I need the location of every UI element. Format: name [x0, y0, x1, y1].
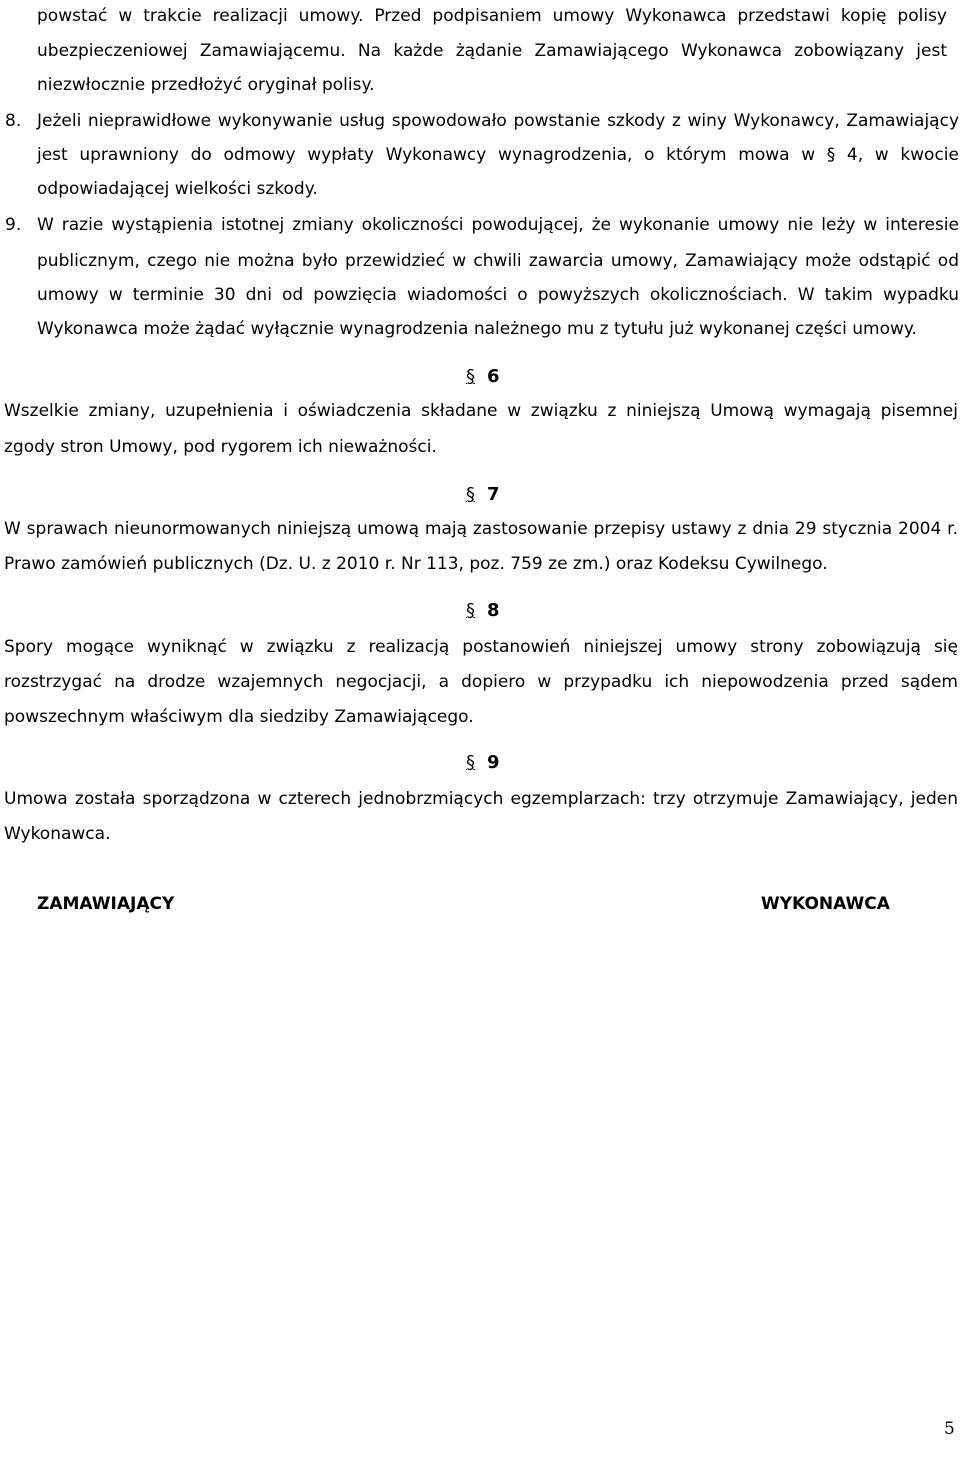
section-symbol: § — [466, 366, 475, 387]
item-8-line-2: jest uprawniony do odmowy wypłaty Wykonawcy wynagrodzenia, o którym mowa w § 4, w kwocie — [37, 145, 959, 165]
section-8-heading — [466, 600, 500, 622]
section-number: 7 — [487, 484, 500, 505]
section-6-line-2: zgody stron Umowy, pod rygorem ich nieważności. — [4, 437, 437, 457]
section-9-line-1: Umowa została sporządzona w czterech jednobrzmiących egzemplarzach: trzy otrzymuje Zamawiający, jeden — [4, 789, 958, 809]
section-8-line-2: rozstrzygać na drodze wzajemnych negocjacji, a dopiero w przypadku ich niepowodzenia przed sądem — [4, 672, 958, 692]
section-symbol: § — [466, 752, 475, 773]
section-number: 8 — [487, 600, 500, 621]
section-8-line-1: Spory mogące wyniknąć w związku z realizacją postanowień niniejszej umowy strony zobowiązują się — [4, 637, 958, 657]
section-9-heading — [466, 752, 500, 774]
item-8-number: 8. — [5, 111, 22, 131]
item-9-line-3: umowy w terminie 30 dni od powzięcia wiadomości o powyższych okolicznościach. W takim wypadku — [37, 285, 959, 305]
signature-zamawiajacy: ZAMAWIAJĄCY — [37, 894, 175, 914]
item-9-line-2: publicznym, czego nie można było przewidzieć w chwili zawarcia umowy, Zamawiający może odstąpić od — [37, 251, 959, 271]
signature-wykonawca: WYKONAWCA — [761, 894, 890, 914]
section-6-heading — [466, 366, 500, 388]
continuation-line-2: ubezpieczeniowej Zamawiającemu. Na każde żądanie Zamawiającego Wykonawca zobowiązany jest — [37, 41, 947, 61]
section-7-line-2: Prawo zamówień publicznych (Dz. U. z 2010 r. Nr 113, poz. 759 ze zm.) oraz Kodeksu Cywilnego. — [4, 554, 828, 574]
section-7-line-1: W sprawach nieunormowanych niniejszą umową mają zastosowanie przepisy ustawy z dnia 29 stycznia 2004 r. — [4, 519, 958, 539]
item-9-line-4: Wykonawca może żądać wyłącznie wynagrodzenia należnego mu z tytułu już wykonanej części umowy. — [37, 319, 917, 339]
continuation-line-3: niezwłocznie przedłożyć oryginał polisy. — [37, 75, 375, 95]
item-9-line-1: W razie wystąpienia istotnej zmiany okoliczności powodującej, że wykonanie umowy nie leży w interesie — [37, 215, 959, 235]
section-number: 9 — [487, 752, 500, 773]
section-9-line-2: Wykonawca. — [4, 824, 111, 844]
section-8-line-3: powszechnym właściwym dla siedziby Zamawiającego. — [4, 707, 474, 727]
section-6-line-1: Wszelkie zmiany, uzupełnienia i oświadczenia składane w związku z niniejszą Umową wymagają pisemnej — [4, 401, 958, 421]
section-symbol: § — [466, 484, 475, 505]
item-8-line-3: odpowiadającej wielkości szkody. — [37, 179, 318, 199]
item-8-line-1: Jeżeli nieprawidłowe wykonywanie usług spowodowało powstanie szkody z winy Wykonawcy, Zamawiający — [37, 111, 959, 131]
continuation-line-1: powstać w trakcie realizacji umowy. Przed podpisaniem umowy Wykonawca przedstawi kopię polisy — [37, 6, 947, 26]
section-7-heading — [466, 484, 500, 506]
item-9-number: 9. — [5, 215, 22, 235]
section-number: 6 — [487, 366, 500, 387]
page-number: 5 — [944, 1419, 955, 1439]
section-symbol: § — [466, 600, 475, 621]
